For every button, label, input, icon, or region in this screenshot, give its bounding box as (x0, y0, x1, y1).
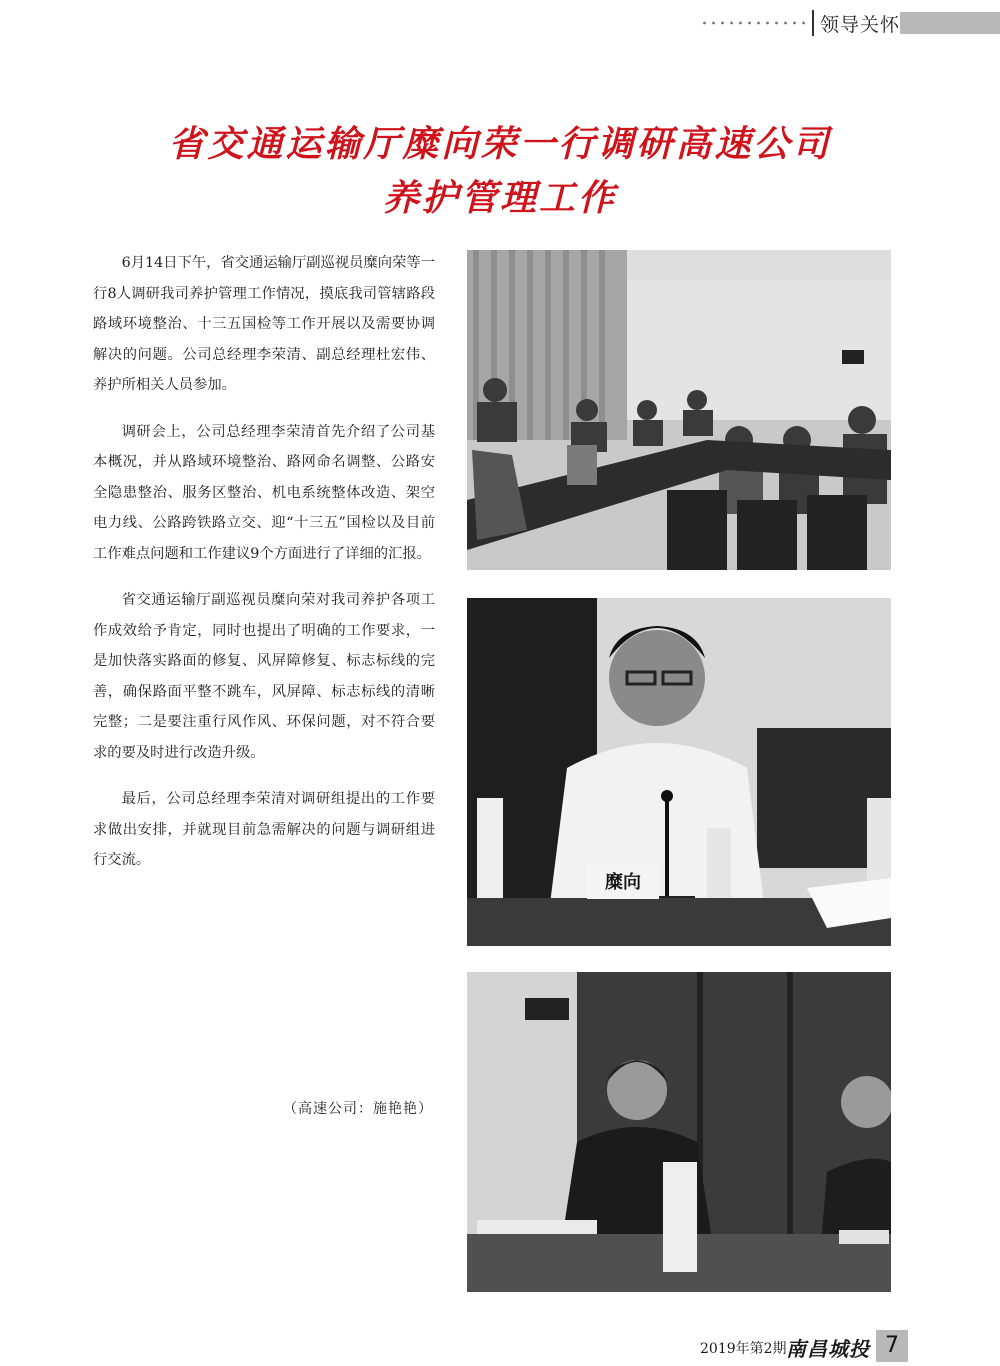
nameplate-text: 糜向 (605, 872, 641, 893)
article-body (93, 248, 435, 892)
paragraph-1: 6月14日下午，省交通运输厅副巡视员糜向荣等一行8人调研我司养护管理工作情况，摸底我司管辖路段路域环境整治、十三五国检等工作开展以及需要协调解决的问题。公司总经理李荣清、副总经理杜宏伟、养护所相关人员参加。 (93, 255, 435, 393)
section-label: 领导关怀 (820, 14, 901, 36)
byline: （高速公司：施艳艳） (283, 1101, 433, 1117)
paragraph-4: 最后，公司总经理李荣清对调研组提出的工作要求做出安排，并就现目前急需解决的问题与调研组进行交流。 (93, 791, 435, 868)
header-dots (700, 20, 808, 26)
issue-label: 2019年第2期 (700, 1341, 787, 1357)
photo-official-speaking (467, 598, 891, 946)
photo-meeting-room (467, 250, 891, 570)
photo-participants (467, 972, 891, 1292)
page-number: 7 (876, 1330, 908, 1362)
header-separator (812, 10, 814, 36)
paragraph-2: 调研会上，公司总经理李荣清首先介绍了公司基本概况，并从路域环境整治、路网命名调整、公路安全隐患整治、服务区整治、机电系统整体改造、架空电力线、公路跨铁路立交、迎“十三五”国检以及目前工作难点问题和工作建议9个方面进行了详细的汇报。 (93, 423, 435, 562)
header-bar (900, 12, 1000, 34)
paragraph-3: 省交通运输厅副巡视员糜向荣对我司养护各项工作成效给予肯定，同时也提出了明确的工作要求，一是加快落实路面的修复、风屏障修复、标志标线的完善，确保路面平整不跳车，风屏障、标志标线的清晰完整；二是要注重行风作风、环保问题，对不符合要求的要及时进行改造升级。 (93, 592, 435, 761)
article-title-line-2: 养护管理工作 (382, 177, 617, 219)
article-title-line-1: 省交通运输厅糜向荣一行调研高速公司 (168, 123, 832, 165)
magazine-name: 南昌城投 (786, 1337, 870, 1361)
